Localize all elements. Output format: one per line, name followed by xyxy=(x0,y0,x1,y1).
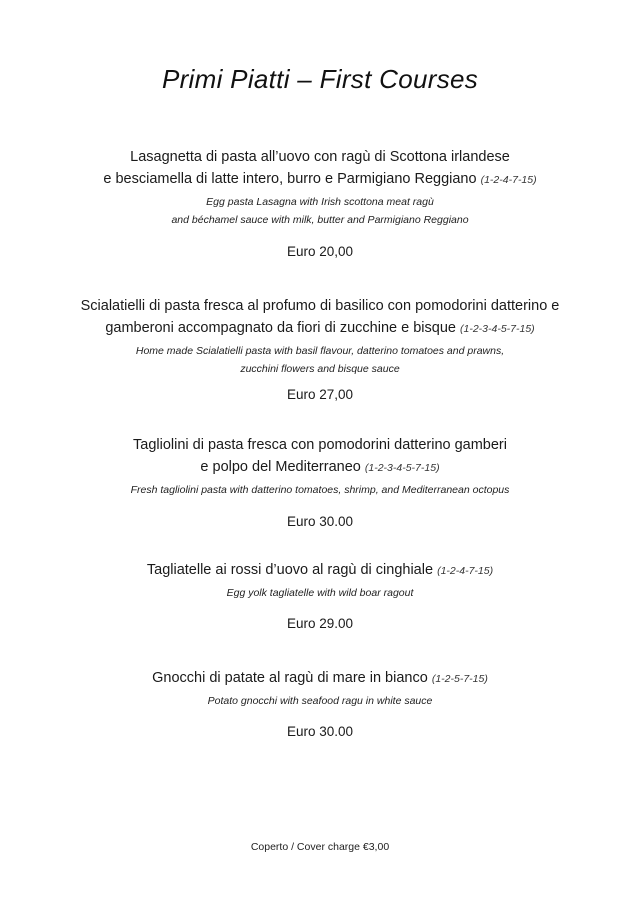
dish-italian-name xyxy=(0,559,640,582)
dish-italian-line: e polpo del Mediterraneo (1-2-3-4-5-7-15) xyxy=(200,459,440,475)
dish-english-description xyxy=(0,342,640,378)
dish-italian-line: gamberoni accompagnato da fiori di zucchine e bisque (1-2-3-4-5-7-15) xyxy=(105,320,535,336)
dish-price: Euro 30.00 xyxy=(286,514,354,529)
dish-italian-name xyxy=(0,667,640,690)
dish-item-tagliolini xyxy=(0,434,640,529)
dish-italian-line: Tagliolini di pasta fresca con pomodorini datterino gamberi xyxy=(133,437,507,453)
dish-english-line: and béchamel sauce with milk, butter and Parmigiano Reggiano xyxy=(171,214,469,226)
allergen-codes: (1-2-3-4-5-7-15) xyxy=(364,462,440,474)
dish-price: Euro 20,00 xyxy=(286,244,354,259)
allergen-codes: (1-2-5-7-15) xyxy=(431,673,488,685)
dish-italian-name xyxy=(0,295,640,340)
dish-item-gnocchi xyxy=(0,667,640,739)
dish-italian-line: Scialatielli di pasta fresca al profumo di basilico con pomodorini datterino e xyxy=(80,298,560,314)
dish-price: Euro 30.00 xyxy=(286,724,354,739)
allergen-codes: (1-2-4-7-15) xyxy=(480,174,537,186)
dish-italian-line: Tagliatelle ai rossi d’uovo al ragù di cinghiale (1-2-4-7-15) xyxy=(146,562,494,578)
dish-english-description xyxy=(0,193,640,229)
dish-price: Euro 29.00 xyxy=(286,616,354,631)
dish-english-line: Home made Scialatielli pasta with basil flavour, datterino tomatoes and prawns, xyxy=(135,345,505,357)
dish-item-scialatielli xyxy=(0,295,640,402)
page-title: Primi Piatti – First Courses xyxy=(161,64,479,94)
allergen-codes: (1-2-3-4-5-7-15) xyxy=(459,323,535,335)
dish-italian-line: Lasagnetta di pasta all’uovo con ragù di Scottona irlandese xyxy=(130,149,510,165)
dish-english-line: Fresh tagliolini pasta with datterino tomatoes, shrimp, and Mediterranean octopus xyxy=(130,484,510,496)
allergen-codes: (1-2-4-7-15) xyxy=(437,565,494,577)
dish-english-line: Potato gnocchi with seafood ragu in white sauce xyxy=(207,695,433,707)
dish-english-description xyxy=(0,584,640,602)
dish-english-description xyxy=(0,692,640,710)
dish-italian-line: Gnocchi di patate al ragù di mare in bianco (1-2-5-7-15) xyxy=(152,670,488,686)
dish-italian-name xyxy=(0,146,640,191)
dish-item-tagliatelle xyxy=(0,559,640,631)
dish-english-line: Egg yolk tagliatelle with wild boar ragout xyxy=(226,587,414,599)
dish-english-line: Egg pasta Lasagna with Irish scottona meat ragù xyxy=(206,196,434,208)
cover-charge-note: Coperto / Cover charge €3,00 xyxy=(250,841,390,853)
dish-item-lasagnetta xyxy=(0,146,640,259)
dish-english-description xyxy=(0,481,640,499)
dish-english-line: zucchini flowers and bisque sauce xyxy=(240,363,400,375)
dish-italian-line: e besciamella di latte intero, burro e Parmigiano Reggiano (1-2-4-7-15) xyxy=(103,171,537,187)
dish-price: Euro 27,00 xyxy=(286,387,354,402)
dish-italian-name xyxy=(0,434,640,479)
